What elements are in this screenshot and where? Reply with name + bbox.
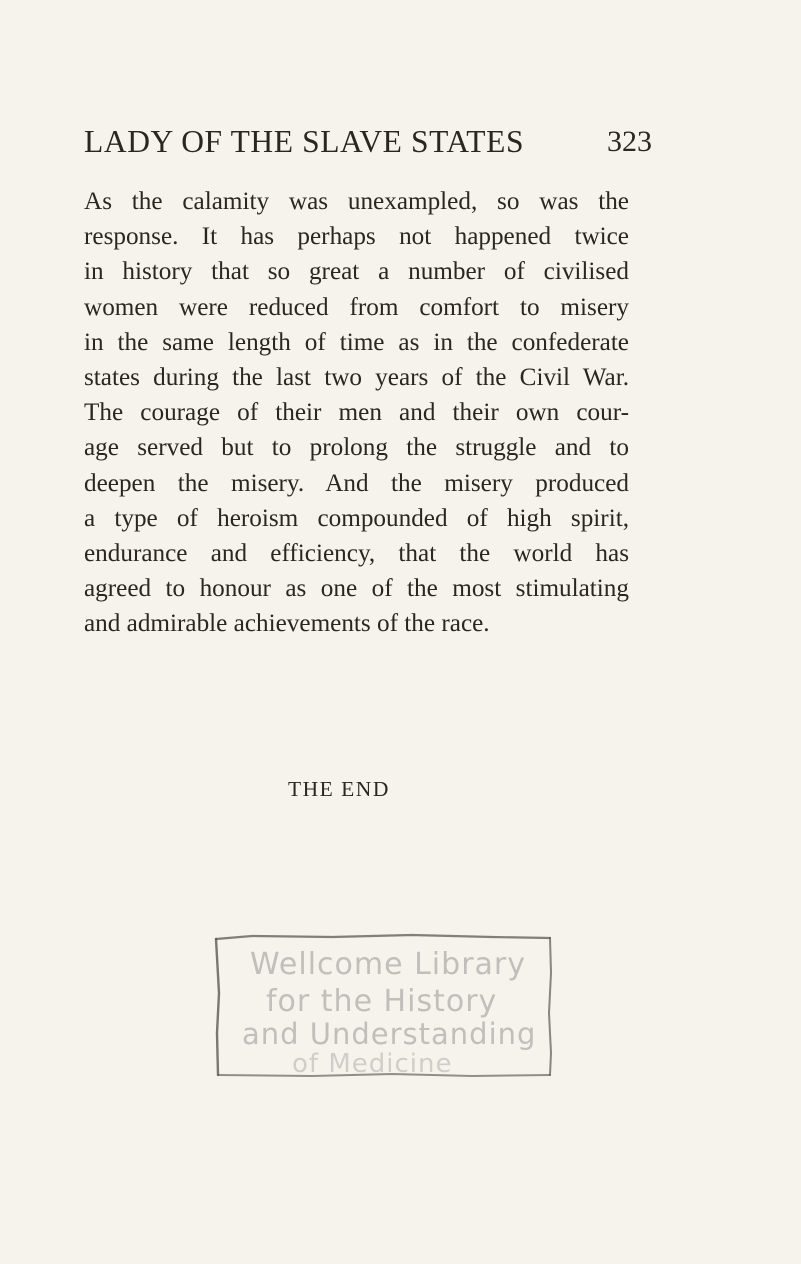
text-line: women were reduced from comfort to misery bbox=[84, 293, 629, 321]
stamp-line: Wellcome Library bbox=[250, 947, 526, 982]
running-head: LADY OF THE SLAVE STATES bbox=[84, 124, 525, 159]
text-line: response. It has perhaps not happened twice bbox=[84, 223, 629, 251]
page-number: 323 bbox=[607, 125, 652, 158]
the-end-label: THE END bbox=[288, 777, 390, 801]
text-line: deepen the misery. And the misery produced bbox=[84, 469, 629, 497]
text-line: in history that so great a number of civilised bbox=[84, 258, 629, 286]
library-stamp bbox=[212, 933, 556, 1079]
stamp-line: for the History bbox=[266, 984, 498, 1019]
stamp-line: and Understanding bbox=[242, 1017, 537, 1051]
page-header bbox=[84, 124, 652, 172]
text-line: and admirable achievements of the race. bbox=[84, 610, 490, 638]
stamp-line: of Medicine bbox=[292, 1049, 453, 1079]
text-line: in the same length of time as in the confederate bbox=[84, 328, 629, 356]
stamp-text bbox=[212, 933, 556, 1079]
text-line: endurance and efficiency, that the world has bbox=[84, 540, 629, 568]
text-line: a type of heroism compounded of high spirit, bbox=[84, 504, 629, 532]
body-paragraph bbox=[84, 184, 629, 642]
text-line: As the calamity was unexampled, so was the bbox=[84, 188, 629, 215]
text-line: The courage of their men and their own cour- bbox=[84, 399, 629, 427]
text-line: age served but to prolong the struggle and to bbox=[84, 434, 629, 462]
text-line: agreed to honour as one of the most stimulating bbox=[84, 575, 629, 603]
text-line: states during the last two years of the Civil War. bbox=[84, 364, 629, 392]
